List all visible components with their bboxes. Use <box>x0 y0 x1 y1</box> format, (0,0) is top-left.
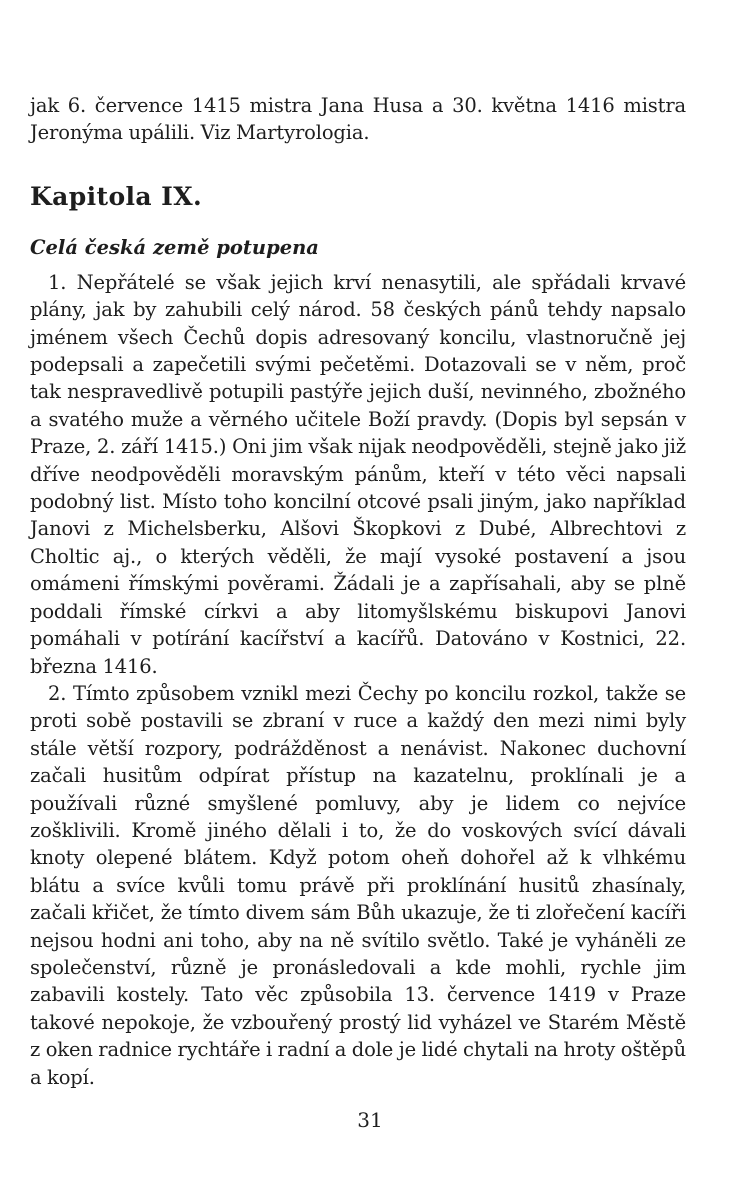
chapter-title: Kapitola IX. <box>30 181 203 211</box>
paragraph-1: 1. Nepřátelé se však jejich krví nenasytili, ale spřádali krvavé plány, jak by zahubili celý národ. 58 českých pánů tehdy napsalo jménem všech Čechů dopis adresovaný koncilu, vlastnoručně jej podepsali a zapečetili svými pečetěmi. Dotazovali se v něm, proč tak nespravedlivě potupili pastýře jejich duší, nevinného, zbožného a svatého muže a věrného učitele Boží pravdy. (Dopis byl sepsán v Praze, 2. září 1415.) Oni jim však nijak neodpověděli, stejně jako již dříve neodpověděli moravským pánům, kteří v této věci napsali podobný list. Místo toho koncilní otcové psali jiným, jako například Janovi z Michelsberku, Alšovi Škopkovi z Dubé, Albrechtovi z Choltic aj., o kterých věděli, že mají vysoké postavení a jsou omámeni římskými pověrami. Žádali je a zapřísahali, aby se plně poddali římské církvi a aby litomyšlskému biskupovi Janovi pomáhali v potírání kacířství a kacířů. Datováno v Kostnici, 22. března 1416. <box>30 270 686 678</box>
intro-paragraph: jak 6. července 1415 mistra Jana Husa a 30. května 1416 mistra Jeronýma upálili. Viz Martyrologia. <box>30 94 686 145</box>
paragraph-2: 2. Tímto způsobem vznikl mezi Čechy po koncilu rozkol, takže se proti sobě postavili se zbraní v ruce a každý den mezi nimi byly stále větší rozpory, podrážděnost a nenávist. Nakonec duchovní začali husitům odpírat přístup na kazatelnu, proklínali je a používali různé smyšlené pomluvy, aby je lidem co nejvíce zošklivili. Kromě jiného dělali i to, že do voskových svící dávali knoty olepené blátem. Když potom oheň dohořel až k vlhkému blátu a svíce kvůli tomu právě při proklínání husitů zhasínaly, začali křičet, že tímto divem sám Bůh ukazuje, že ti zlořečení kacíři nejsou hodni ani toho, aby na ně svítilo světlo. Také je vyháněli ze společenství, různě je pronásledovali a kde mohli, rychle jim zabavili kostely. Tato věc způsobila 13. července 1419 v Praze takové nepokoje, že vzbouřený prostý lid vyházel ve Starém Městě z oken radnice rychtáře i radní a dole je lidé chytali na hroty oštěpů a kopí. <box>30 681 686 1089</box>
page-number: 31 <box>357 1108 383 1132</box>
section-subtitle: Celá česká země potupena <box>30 235 319 259</box>
